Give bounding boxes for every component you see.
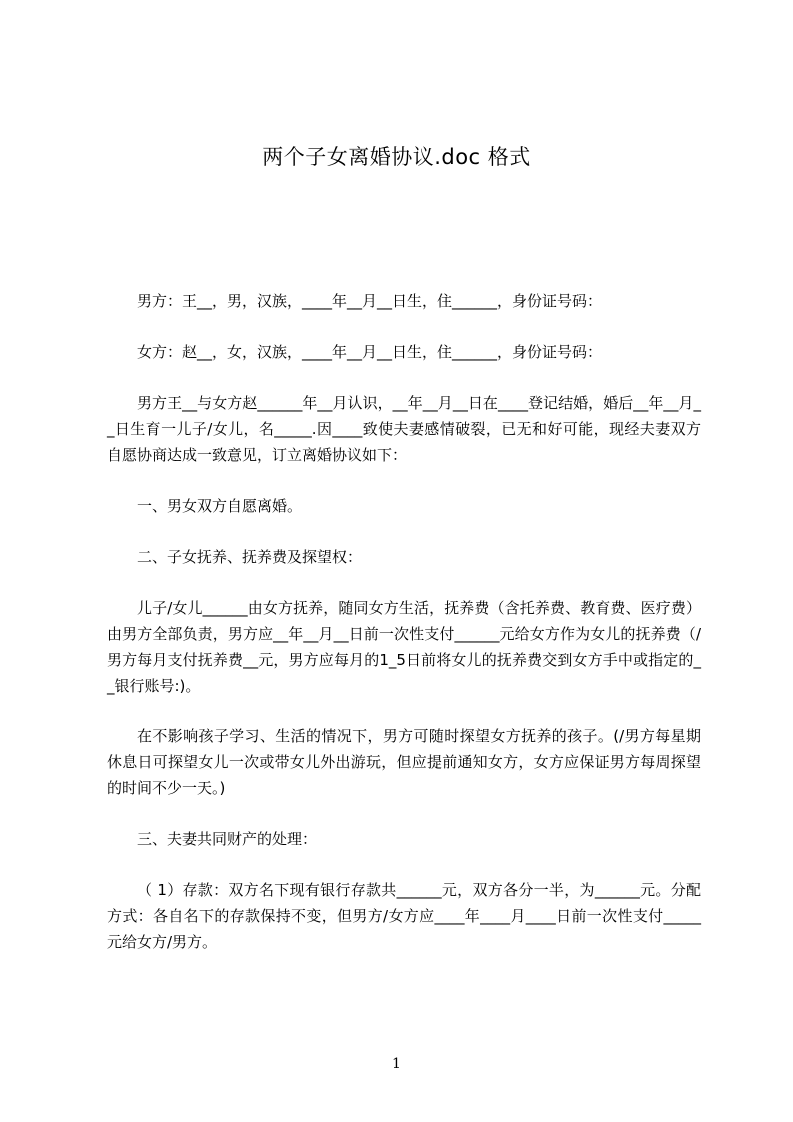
heading-clause-1: 一、男女双方自愿离婚。	[137, 497, 303, 515]
heading-clause-3: 三、夫妻共同财产的处理：	[137, 830, 318, 848]
paragraph-savings: （ 1）存款：双方名下现有银行存款共______元，双方各分一半，为______元。分配方式：各自名下的存款保持不变，但男方/女方应____年____月____日前一次性支付_____元给女方/男方。	[107, 881, 701, 951]
paragraph-female-party: 女方：赵__，女，汉族，____年__月__日生，住______，身份证号码：	[137, 343, 603, 361]
document-body	[107, 288, 701, 955]
paragraph-male-party: 男方：王__，男，汉族，____年__月__日生，住______，身份证号码：	[137, 292, 603, 310]
paragraph-background: 男方王__与女方赵______年__月认识，__年__月__日在____登记结婚，婚后__年__月__日生育一儿子/女儿，名_____.因____致使夫妻感情破裂，已无和好可能，现经夫妻双方自愿协商达成一致意见，订立离婚协议如下：	[107, 394, 701, 464]
document-title: 两个子女离婚协议.doc 格式	[262, 145, 531, 169]
page-number: 1	[392, 1056, 401, 1072]
paragraph-child-custody: 儿子/女儿______由女方抚养，随同女方生活，抚养费（含托养费、教育费、医疗费）由男方全部负责，男方应__年__月__日前一次性支付______元给女方作为女儿的抚养费（/男方每月支付抚养费__元，男方应每月的1_5日前将女儿的抚养费交到女方手中或指定的__银行账号:)。	[107, 599, 701, 695]
paragraph-visitation: 在不影响孩子学习、生活的情况下，男方可随时探望女方抚养的孩子。(/男方每星期休息日可探望女儿一次或带女儿外出游玩，但应提前通知女方，女方应保证男方每周探望的时间不少一天。)	[107, 727, 701, 797]
heading-clause-2: 二、子女抚养、抚养费及探望权：	[137, 548, 363, 566]
